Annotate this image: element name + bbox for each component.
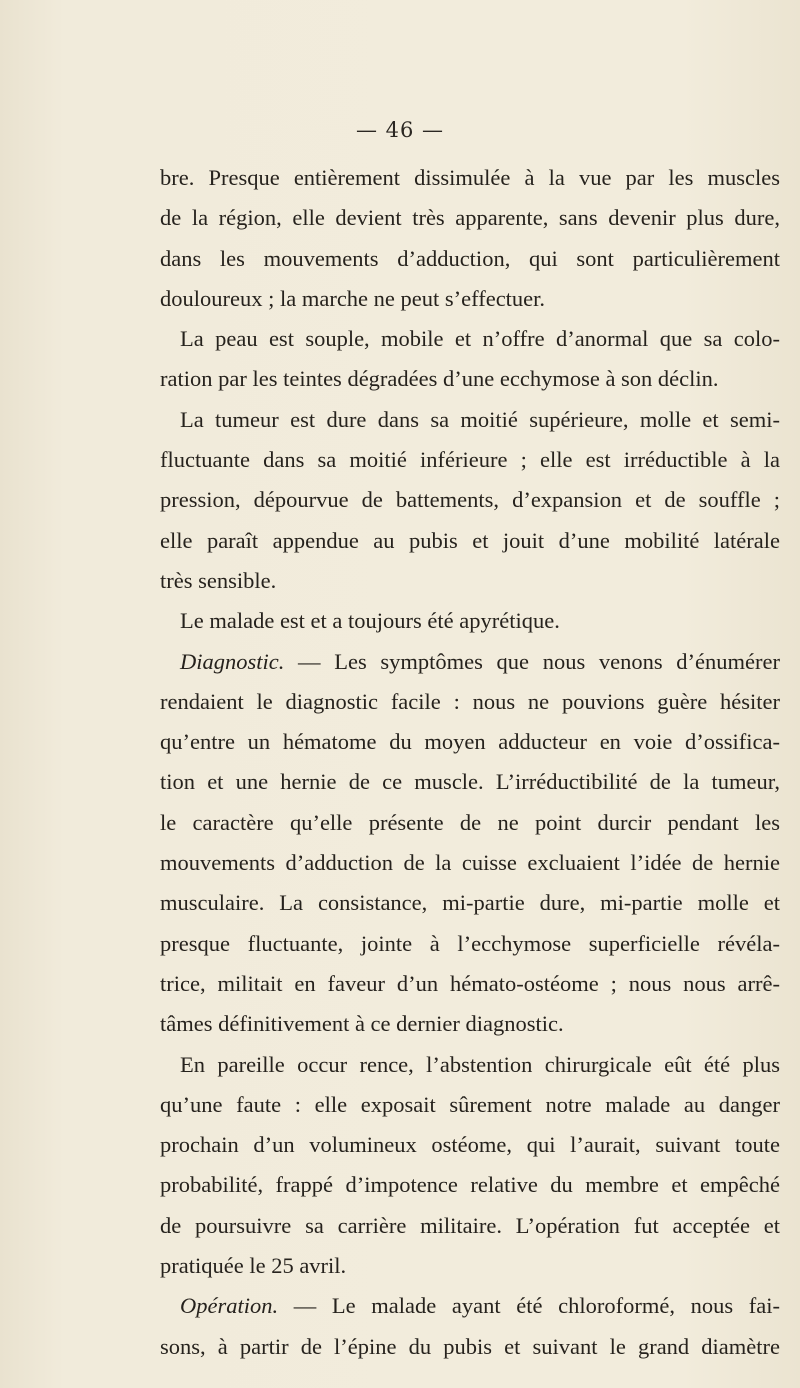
line-text: trice, militait en faveur d’un hémato-ostéome ; nous nous arrê- xyxy=(160,970,780,996)
line-text: très sensible. xyxy=(160,567,277,593)
text-line xyxy=(160,1045,780,1085)
text-line xyxy=(160,762,780,802)
line-text: le caractère qu’elle présente de ne point durcir pendant les xyxy=(160,809,780,835)
text-line xyxy=(160,521,780,561)
line-text: de poursuivre sa carrière militaire. L’opération fut acceptée et xyxy=(160,1212,780,1238)
text-line xyxy=(160,843,780,883)
text-line xyxy=(160,239,780,279)
line-text: La peau est souple, mobile et n’offre d’anormal que sa colo- xyxy=(180,326,780,352)
text-line xyxy=(160,480,780,520)
text-line xyxy=(160,1085,780,1125)
line-text: pression, dépourvue de battements, d’expansion et de souffle ; xyxy=(160,487,780,513)
line-text: Le malade est et a toujours été apyrétique. xyxy=(180,608,560,634)
line-text: La tumeur est dure dans sa moitié supérieure, molle et semi- xyxy=(180,406,780,432)
line-text: rendaient le diagnostic facile : nous ne pouvions guère hésiter xyxy=(160,688,780,714)
line-text: bre. Presque entièrement dissimulée à la vue par les muscles xyxy=(160,165,780,190)
text-line xyxy=(160,883,780,923)
text-line xyxy=(160,924,780,964)
text-line xyxy=(160,1327,780,1367)
text-line xyxy=(160,198,780,238)
line-text: En pareille occur rence, l’abstention chirurgicale eût été plus xyxy=(180,1051,780,1077)
text-line xyxy=(160,722,780,762)
line-text: sons, à partir de l’épine du pubis et suivant le grand diamètre xyxy=(160,1333,780,1359)
line-text: qu’une faute : elle exposait sûrement notre malade au danger xyxy=(160,1091,780,1117)
line-text: fluctuante dans sa moitié inférieure ; elle est irréductible à la xyxy=(160,447,780,473)
line-text: probabilité, frappé d’impotence relative du membre et empêché xyxy=(160,1172,780,1198)
text-line xyxy=(160,964,780,1004)
line-text: presque fluctuante, jointe à l’ecchymose superficielle révéla- xyxy=(160,930,780,956)
section-heading: Opération. xyxy=(180,1293,279,1319)
page-number: — 46 — xyxy=(355,118,445,142)
line-text: dans les mouvements d’adduction, qui sont particulièrement xyxy=(160,245,780,271)
section-heading: Diagnostic. xyxy=(180,648,285,674)
text-line xyxy=(160,1206,780,1246)
text-line xyxy=(160,1165,780,1205)
text-line xyxy=(160,561,780,601)
body-text xyxy=(160,158,780,1367)
line-text: — Le malade ayant été chloroformé, nous fai- xyxy=(278,1293,780,1319)
line-text: prochain d’un volumineux ostéome, qui l’aurait, suivant toute xyxy=(160,1132,780,1158)
line-text: ration par les teintes dégradées d’une ecchymose à son déclin. xyxy=(160,366,719,392)
line-text: qu’entre un hématome du moyen adducteur en voie d’ossifica- xyxy=(160,729,780,755)
line-text: elle paraît appendue au pubis et jouit d’une mobilité latérale xyxy=(160,527,780,553)
line-text: tâmes définitivement à ce dernier diagnostic. xyxy=(160,1011,564,1037)
text-line xyxy=(160,1286,780,1326)
line-text: musculaire. La consistance, mi-partie dure, mi-partie molle et xyxy=(160,890,780,916)
line-text: tion et une hernie de ce muscle. L’irréductibilité de la tumeur, xyxy=(160,769,780,795)
text-line xyxy=(160,158,780,198)
text-line xyxy=(160,601,780,641)
text-line xyxy=(160,279,780,319)
text-line xyxy=(160,440,780,480)
text-line xyxy=(160,400,780,440)
line-text: mouvements d’adduction de la cuisse excluaient l’idée de hernie xyxy=(160,850,780,876)
text-line xyxy=(160,359,780,399)
text-line xyxy=(160,319,780,359)
text-line xyxy=(160,1125,780,1165)
line-text: de la région, elle devient très apparente, sans devenir plus dure, xyxy=(160,205,780,231)
text-line xyxy=(160,1004,780,1044)
text-line xyxy=(160,1246,780,1286)
text-line xyxy=(160,803,780,843)
line-text: douloureux ; la marche ne peut s’effectuer. xyxy=(160,285,546,311)
text-line xyxy=(160,642,780,682)
line-text: pratiquée le 25 avril. xyxy=(160,1253,347,1279)
text-line xyxy=(160,682,780,722)
line-text: — Les symptômes que nous venons d’énumérer xyxy=(284,648,780,674)
